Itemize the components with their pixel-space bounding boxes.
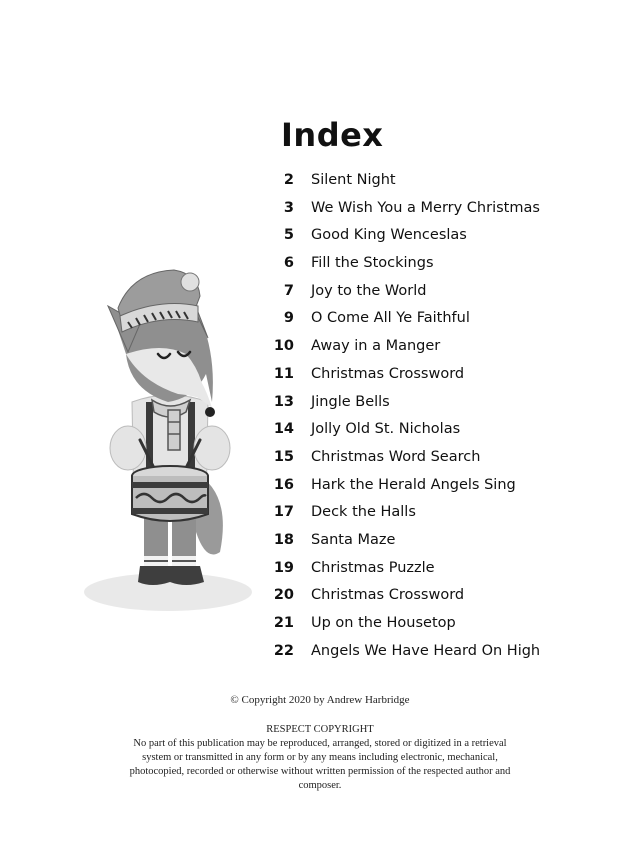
index-entry-title: Christmas Word Search [311,448,481,465]
index-entry [270,283,610,311]
index-entry-title: Deck the Halls [311,504,416,521]
index-entry-title: Christmas Crossword [311,365,465,382]
index-entry [270,587,610,615]
copyright-line: © Copyright 2020 by Andrew Harbridge [230,694,410,706]
index-entry-title: Christmas Crossword [311,587,465,604]
index-entry-title: Good King Wenceslas [311,227,467,244]
index-entry [270,255,610,283]
index-entry-title: Silent Night [311,172,396,188]
index-page-number: 19 [273,559,294,576]
index-page-number: 6 [283,255,294,272]
index-entry-title: O Come All Ye Faithful [311,310,470,327]
index-entry [270,200,610,228]
index-entry [270,504,610,532]
index-entry [270,449,610,477]
index-entry [270,477,610,505]
index-entry [270,172,610,200]
index-page-number: 10 [273,338,294,355]
index-entry-title: We Wish You a Merry Christmas [311,199,540,216]
index-entry-title: Jolly Old St. Nicholas [311,421,461,438]
fox-drummer-icon [82,262,262,622]
index-page-number: 14 [273,421,294,438]
index-page-number: 20 [273,587,294,604]
index-entry [270,643,610,671]
index-page-number: 22 [273,642,294,659]
index-page-number: 9 [283,310,294,327]
notice-heading: RESPECT COPYRIGHT [266,724,374,735]
index-page-number: 11 [273,365,294,382]
index-list [270,172,610,670]
index-page-number: 2 [283,172,294,188]
index-entry-title: Christmas Puzzle [311,559,435,576]
page-title: Index [281,116,384,154]
index-entry [270,394,610,422]
index-page-number: 21 [273,615,294,631]
index-page-number: 18 [273,531,294,548]
index-entry-title: Joy to the World [311,282,427,299]
index-page-number: 13 [273,393,294,410]
index-entry [270,560,610,588]
notice-body: No part of this publication may be reproduced, arranged, stored or digitized in a retrieval system or transmitted in any form or by any means including electronic, mechanical, photocopied, recorded or otherwise without written permission of the respected author and composer. [129,738,511,791]
index-entry-title: Fill the Stockings [311,255,434,272]
index-page-number: 5 [283,227,294,244]
index-entry [270,532,610,560]
index-entry-title: Angels We Have Heard On High [311,642,541,659]
index-entry [270,421,610,449]
copyright-notice [120,723,520,793]
index-page-number: 17 [273,504,294,521]
index-page-number: 7 [283,282,294,299]
index-entry [270,338,610,366]
index-entry-title: Santa Maze [311,531,396,548]
index-entry [270,366,610,394]
index-entry [270,615,610,643]
index-entry [270,310,610,338]
index-entry-title: Jingle Bells [311,393,390,410]
index-page-number: 15 [273,448,294,465]
index-entry-title: Up on the Housetop [311,615,456,631]
index-page-number: 16 [273,476,294,493]
index-entry-title: Hark the Herald Angels Sing [311,476,516,493]
index-page-number: 3 [283,199,294,216]
index-entry [270,227,610,255]
index-entry-title: Away in a Manger [311,338,441,355]
